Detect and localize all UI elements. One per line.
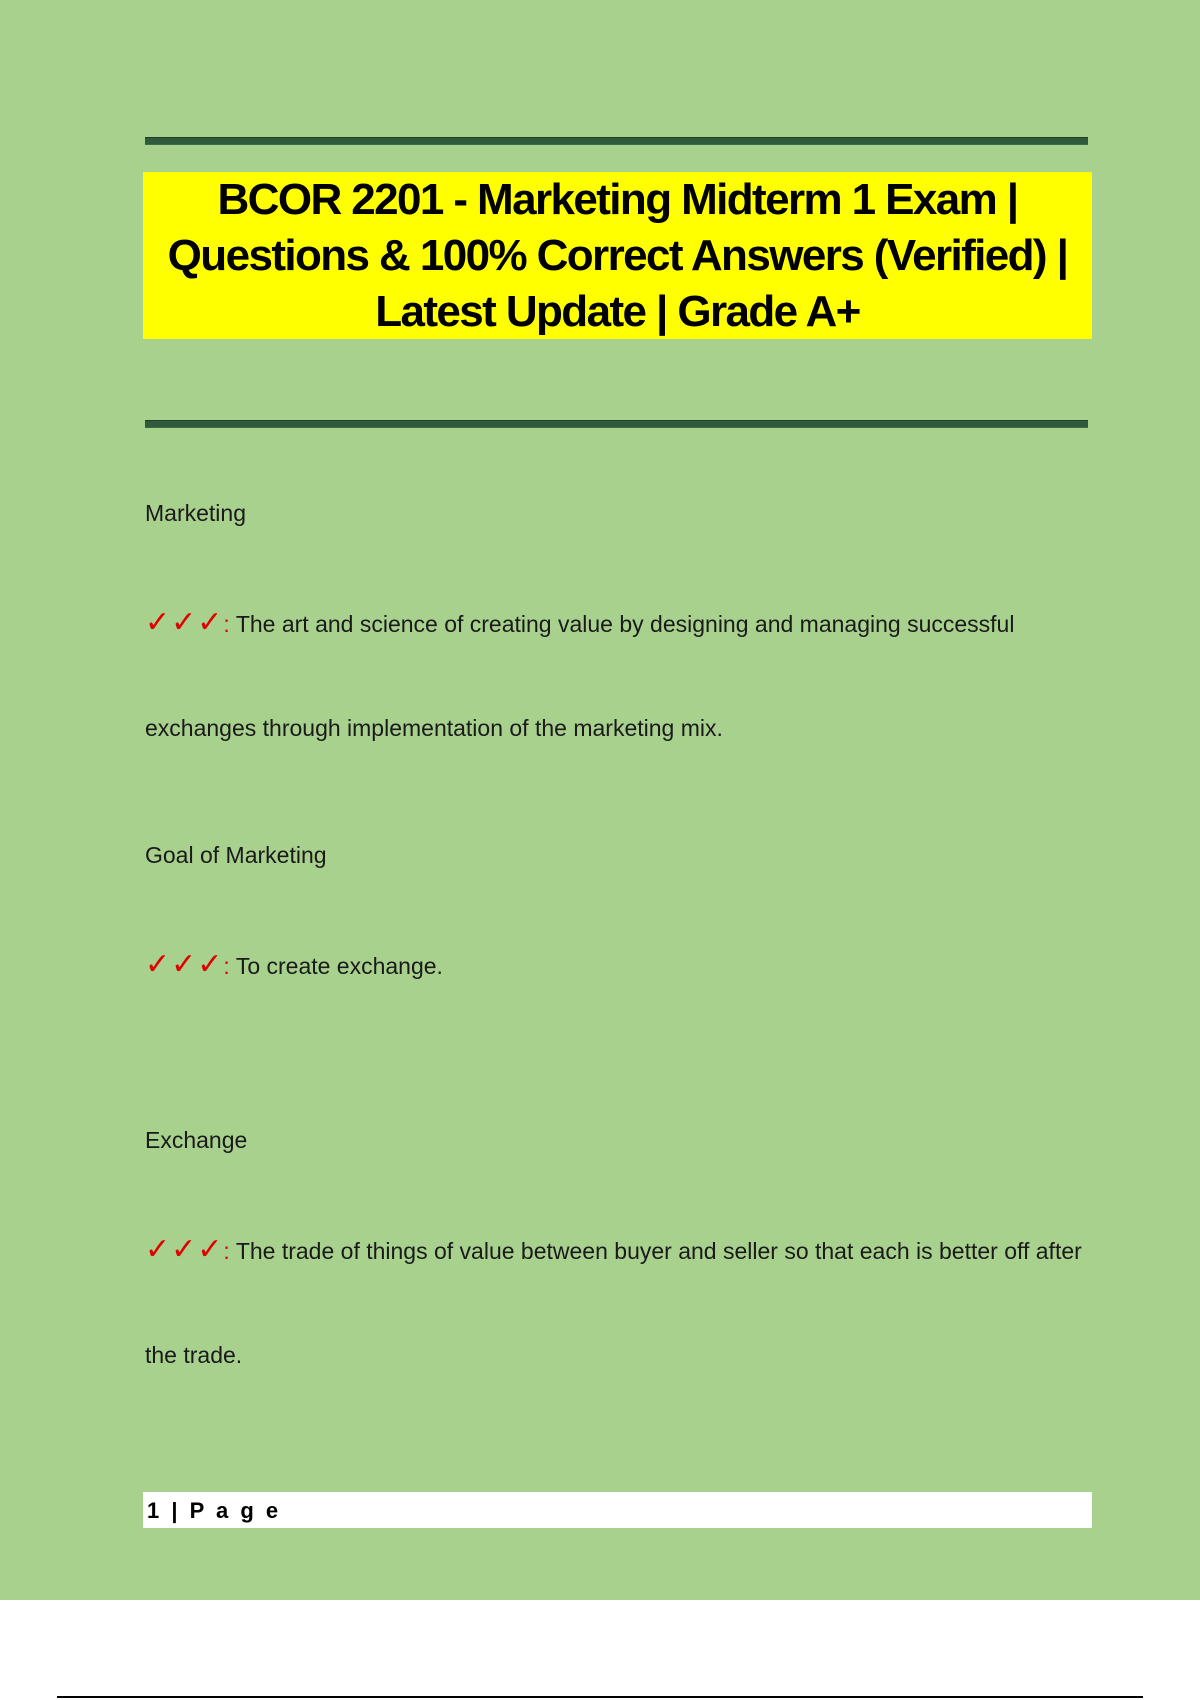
bottom-divider [145,420,1088,428]
top-divider [145,137,1088,145]
page-number-label [147,1498,281,1524]
qa-item [145,1126,1095,1407]
check-marks-icon: ✓✓✓ [145,605,224,640]
answer-body: To create exchange. [235,953,443,979]
answer-body: The art and science of creating value by designing and managing successful exchanges through implementation of the marketing mix. [145,611,1015,741]
page-footer [143,1492,1092,1528]
check-marks-icon: ✓✓✓ [145,1232,224,1267]
qa-item [145,499,1095,780]
qa-item [145,841,1095,1018]
title-highlight [143,172,1092,339]
term-label: Goal of Marketing [145,842,327,868]
viewer-bottom-border [57,1696,1143,1698]
term-label: Marketing [145,500,246,526]
answer-text [145,913,1095,1018]
answer-colon: : [223,953,230,979]
answer-text [145,1198,1095,1407]
document-title: BCOR 2201 - Marketing Midterm 1 Exam | Questions & 100% Correct Answers (Verified) | Latest Update | Grade A+ [167,174,1068,336]
term-label: Exchange [145,1127,248,1153]
check-marks-icon: ✓✓✓ [145,947,224,982]
answer-colon: : [223,611,230,637]
answer-body: The trade of things of value between buyer and seller so that each is better off after the trade. [145,1238,1082,1368]
answer-colon: : [223,1238,230,1264]
answer-text [145,571,1095,780]
page-number: 1 [147,1498,163,1523]
page-word: | P a g e [171,1498,282,1523]
